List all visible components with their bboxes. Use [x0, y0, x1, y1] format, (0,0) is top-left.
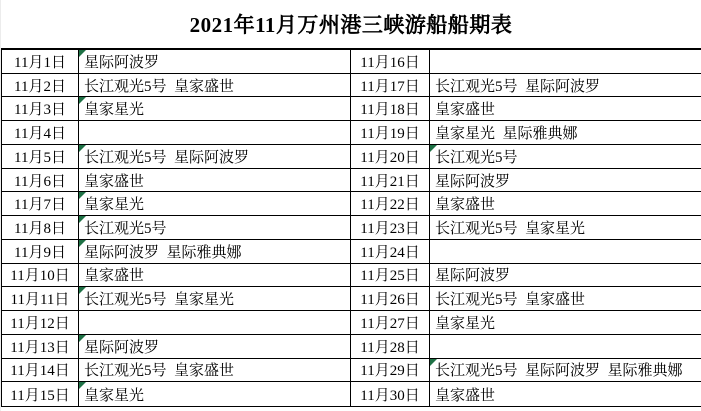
ships-cell	[430, 240, 701, 264]
date-cell	[351, 192, 430, 216]
date-cell	[2, 192, 79, 216]
ship-names: 星际阿波罗	[435, 173, 511, 190]
ship-names: 长江观光5号 皇家星光	[84, 292, 235, 309]
ships-cell	[79, 145, 351, 169]
ship-names: 长江观光5号 皇家盛世	[84, 363, 235, 380]
date-cell	[2, 121, 79, 145]
ships-cell	[430, 192, 701, 216]
ships-cell	[79, 216, 351, 240]
ship-names: 皇家星光	[84, 387, 145, 404]
date-cell	[351, 50, 430, 74]
ships-cell	[430, 311, 701, 335]
date-label: 11月26日	[360, 292, 420, 309]
date-cell	[2, 335, 79, 359]
ship-names: 皇家盛世	[84, 268, 145, 285]
date-cell	[2, 97, 79, 121]
date-label: 11月18日	[360, 102, 420, 119]
ship-names: 长江观光5号	[84, 220, 167, 237]
ships-cell	[79, 382, 351, 406]
ships-cell	[430, 169, 701, 193]
ships-cell	[430, 382, 701, 406]
date-cell	[2, 50, 79, 74]
ship-names: 皇家盛世	[84, 173, 145, 190]
ship-names: 长江观光5号 星际阿波罗	[435, 78, 601, 95]
ships-cell	[79, 121, 351, 145]
date-label: 11月12日	[10, 315, 70, 332]
date-label: 11月1日	[14, 54, 66, 71]
ships-cell	[430, 145, 701, 169]
date-cell	[351, 382, 430, 406]
ship-names: 长江观光5号 皇家星光	[435, 220, 586, 237]
cell-corner-flag-icon	[79, 240, 86, 247]
date-cell	[2, 216, 79, 240]
date-label: 11月16日	[360, 54, 420, 71]
date-label: 11月13日	[10, 339, 70, 356]
date-cell	[2, 240, 79, 264]
date-cell	[2, 287, 79, 311]
ship-names: 皇家盛世	[435, 387, 496, 404]
date-cell	[351, 311, 430, 335]
date-label: 11月28日	[360, 339, 420, 356]
cell-corner-flag-icon	[79, 335, 86, 342]
ships-cell	[79, 169, 351, 193]
ships-cell	[430, 335, 701, 359]
ship-names: 皇家星光	[84, 102, 145, 119]
date-cell	[2, 359, 79, 383]
date-cell	[351, 335, 430, 359]
date-label: 11月20日	[360, 149, 420, 166]
ship-names: 长江观光5号	[435, 149, 518, 166]
ships-cell	[430, 97, 701, 121]
ships-cell	[79, 192, 351, 216]
date-label: 11月21日	[360, 173, 420, 190]
date-label: 11月2日	[14, 78, 66, 95]
date-cell	[2, 74, 79, 98]
date-label: 11月4日	[14, 126, 66, 143]
cruise-schedule-table	[1, 48, 701, 407]
cell-corner-flag-icon	[79, 287, 86, 294]
ships-cell	[430, 50, 701, 74]
page-title: 2021年11月万州港三峡游船船期表	[189, 13, 513, 37]
ships-cell	[430, 287, 701, 311]
date-label: 11月17日	[360, 78, 420, 95]
ships-cell	[430, 264, 701, 288]
date-label: 11月10日	[10, 268, 70, 285]
date-label: 11月6日	[14, 173, 66, 190]
date-cell	[351, 145, 430, 169]
cell-corner-flag-icon	[79, 216, 86, 223]
date-label: 11月24日	[360, 244, 420, 261]
ship-names: 星际阿波罗	[84, 54, 160, 71]
date-cell	[351, 359, 430, 383]
ships-cell	[430, 216, 701, 240]
date-cell	[351, 287, 430, 311]
date-label: 11月25日	[360, 268, 420, 285]
cell-corner-flag-icon	[79, 50, 86, 57]
date-label: 11月5日	[14, 149, 66, 166]
date-cell	[351, 121, 430, 145]
ships-cell	[79, 359, 351, 383]
date-label: 11月14日	[10, 363, 70, 380]
date-cell	[2, 382, 79, 406]
date-label: 11月9日	[14, 244, 66, 261]
date-label: 11月22日	[360, 197, 420, 214]
ships-cell	[79, 335, 351, 359]
ship-names: 长江观光5号 星际阿波罗	[84, 149, 250, 166]
date-label: 11月29日	[360, 363, 420, 380]
date-cell	[351, 74, 430, 98]
ship-names: 皇家盛世	[435, 197, 496, 214]
ships-cell	[79, 97, 351, 121]
ship-names: 皇家星光	[84, 197, 145, 214]
date-label: 11月8日	[14, 220, 66, 237]
cell-corner-flag-icon	[79, 97, 86, 104]
cell-corner-flag-icon	[79, 382, 86, 389]
cell-corner-flag-icon	[79, 192, 86, 199]
date-label: 11月27日	[360, 315, 420, 332]
ship-names: 皇家星光 星际雅典娜	[435, 126, 578, 143]
date-cell	[351, 264, 430, 288]
date-label: 11月11日	[10, 292, 70, 309]
page-title-bar	[1, 0, 701, 48]
date-label: 11月23日	[360, 220, 420, 237]
ship-names: 星际阿波罗 星际雅典娜	[84, 244, 242, 261]
date-cell	[351, 97, 430, 121]
date-cell	[2, 145, 79, 169]
cell-corner-flag-icon	[430, 359, 437, 366]
ships-cell	[79, 287, 351, 311]
date-label: 11月7日	[14, 197, 66, 214]
ship-names: 长江观光5号 星际阿波罗 星际雅典娜	[435, 363, 683, 380]
date-cell	[2, 264, 79, 288]
ship-names: 皇家星光	[435, 315, 496, 332]
date-cell	[2, 169, 79, 193]
ship-names: 星际阿波罗	[84, 339, 160, 356]
ships-cell	[79, 264, 351, 288]
date-label: 11月15日	[10, 387, 70, 404]
ship-names: 星际阿波罗	[435, 268, 511, 285]
date-cell	[2, 311, 79, 335]
ship-names: 长江观光5号 皇家盛世	[84, 78, 235, 95]
date-cell	[351, 240, 430, 264]
ships-cell	[430, 359, 701, 383]
date-label: 11月30日	[360, 387, 420, 404]
ships-cell	[430, 74, 701, 98]
ships-cell	[79, 50, 351, 74]
date-cell	[351, 216, 430, 240]
date-label: 11月19日	[360, 126, 420, 143]
ships-cell	[79, 240, 351, 264]
ships-cell	[430, 121, 701, 145]
ships-cell	[79, 311, 351, 335]
date-label: 11月3日	[14, 102, 66, 119]
cell-corner-flag-icon	[79, 145, 86, 152]
ships-cell	[79, 74, 351, 98]
ship-names: 皇家盛世	[435, 102, 496, 119]
date-cell	[351, 169, 430, 193]
cell-corner-flag-icon	[430, 145, 437, 152]
ship-names: 长江观光5号 皇家盛世	[435, 292, 586, 309]
